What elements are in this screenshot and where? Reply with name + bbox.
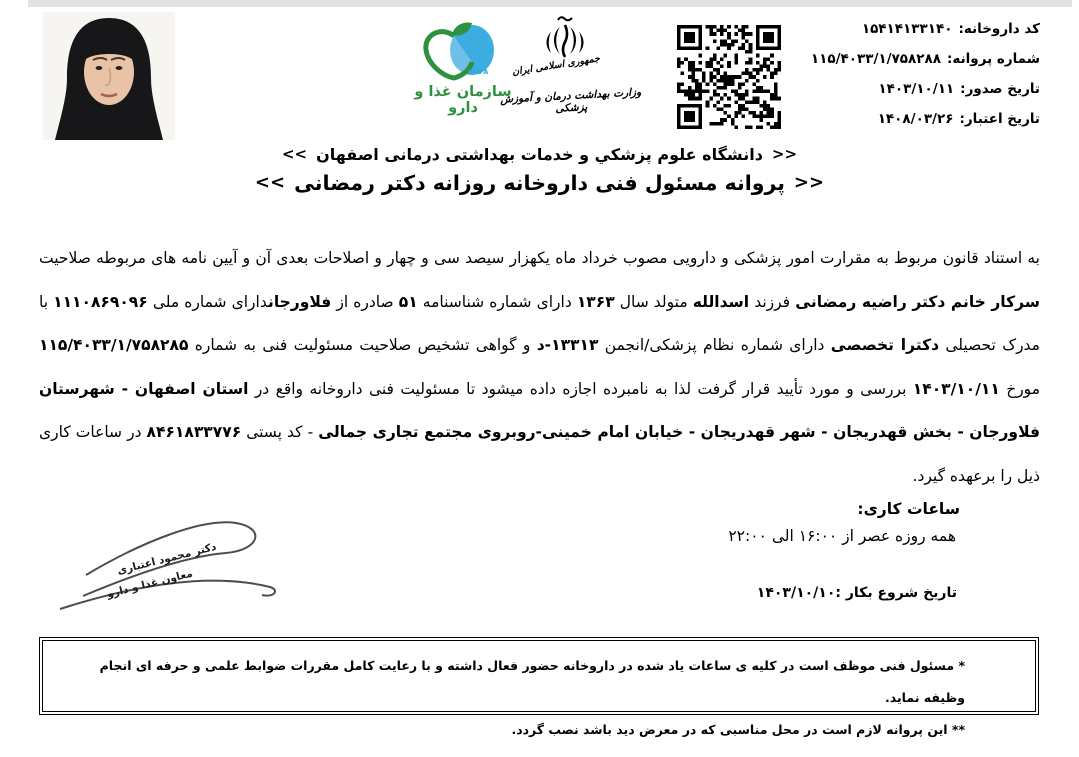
- meta-expiry-date: [878, 104, 1040, 134]
- window-edge-strip: [28, 0, 1072, 7]
- titles: [39, 144, 1040, 195]
- work-start-date: تاریخ شروع بکار :۱۴۰۳/۱۰/۱۰: [756, 585, 957, 601]
- footer-note-1: * مسئول فنی موظف است در کلیه ی ساعات یاد شده در داروخانه حضور فعال داشته و با رعایت کامل مقررات ضوابط علمی و حرفه ای انجام وظیفه نماید.: [99, 658, 965, 705]
- body-text: به استناد قانون مربوط به مقرارت امور پزشکی و دارویی مصوب خرداد ماه یکهزار سیصد سی و چهار و اصلاحات بعدی آن و آیین نامه های مربوطه صلاحیت: [39, 249, 1040, 267]
- body-text-bold: ۱۳۳۱۳-د: [536, 336, 599, 354]
- angle-brackets-left: <<: [281, 145, 308, 163]
- license-title: [255, 171, 824, 195]
- meta-label: تاریخ صدور:: [960, 81, 1040, 97]
- signature-block: [48, 503, 283, 621]
- document-meta: [811, 14, 1040, 134]
- body-text: صادره از: [331, 292, 399, 311]
- working-hours-schedule: همه روزه عصر از ۱۶:۰۰ الی ۲۲:۰۰: [728, 527, 956, 545]
- signatory-name: دکتر محمود اعتباری: [116, 540, 218, 578]
- ministry-country-text: جمهوری اسلامی ایران: [511, 53, 601, 78]
- meta-value: ۱۵۴۱۴۱۳۳۱۴۰: [861, 21, 953, 37]
- ifda-caption: IFDA: [468, 68, 490, 76]
- meta-label: تاریخ اعتبار:: [959, 111, 1040, 127]
- meta-value: ۱۴۰۳/۱۰/۱۱: [878, 81, 955, 97]
- working-hours-label: ساعات کاری:: [857, 500, 960, 518]
- meta-value: ۱۴۰۸/۰۳/۲۶: [877, 111, 954, 127]
- body-text: - کد پستی: [241, 423, 319, 441]
- body-text-bold: دکترا تخصصی: [830, 336, 940, 354]
- ministry-name-text: وزارت بهداشت درمان و آموزش پزشکی: [499, 86, 642, 115]
- iran-emblem-icon: [541, 13, 589, 61]
- body-text-bold: ۱۴۰۳/۱۰/۱۱: [912, 379, 1000, 398]
- footer-note-2: ** این پروانه لازم است در محل مناسبی که در معرض دید باشد نصب گردد.: [511, 722, 965, 737]
- body-text-bold: فلاورجان: [268, 292, 332, 311]
- meta-label: کد داروخانه:: [958, 21, 1040, 37]
- body-text: دارای شماره شناسنامه: [417, 292, 577, 311]
- body-text: دارای شماره نظام پزشکی/انجمن: [598, 336, 831, 354]
- meta-issue-date: [878, 74, 1040, 104]
- university-title-text: دانشگاه علوم پزشكي و خدمات بهداشتی درمانی اصفهان: [316, 144, 763, 164]
- body-text: و گواهی تشخیص صلاحیت مسئولیت فنی به شماره: [188, 336, 537, 354]
- meta-label: شماره پروانه:: [947, 51, 1040, 67]
- meta-value: ۱۱۵/۴۰۳۳/۱/۷۵۸۲۸۸: [810, 51, 942, 67]
- body-text-bold: اسدالله: [692, 292, 750, 311]
- angle-brackets-right: >>: [793, 172, 825, 193]
- body-text-bold: ۵۱: [398, 292, 418, 311]
- body-text-bold: استان اصفهان - شهرستان فلاورجان - بخش قهدریجان - شهر قهدریجان - خیابان امام خمینی-روبروی مجتمع تجاری جمالی: [39, 379, 1040, 441]
- ifda-org-name: سازمان غذا و دارو: [414, 84, 512, 116]
- angle-brackets-right: >>: [771, 145, 798, 163]
- body-text-bold: ۱۳۶۳: [576, 292, 615, 311]
- body-text-bold: سرکار خانم دکتر راضیه رمضانی: [795, 292, 1041, 311]
- qr-code: [673, 25, 785, 129]
- university-title: [282, 145, 797, 164]
- body-text: متولد سال: [614, 292, 693, 311]
- angle-brackets-left: <<: [254, 172, 286, 193]
- body-text: فرزند: [749, 292, 796, 311]
- body-text: مورخ: [999, 379, 1040, 398]
- signatory-title: معاون غذا و دارو: [105, 567, 194, 601]
- body-text-bold: ۱۱۵/۴۰۳۳/۱/۷۵۸۲۸۵: [39, 336, 189, 354]
- license-title-text: پروانه مسئول فنی داروخانه روزانه دکتر رمضانی: [294, 170, 785, 195]
- body-text: بررسی و مورد تأیید قرار گرفت لذا به نامبرده اجازه داده میشود تا مسئولیت فنی داروخانه واقع در: [248, 379, 913, 398]
- body-text-bold: ۸۴۶۱۸۳۳۷۷۶: [146, 423, 242, 441]
- body-text: دارای شماره ملی: [147, 292, 268, 311]
- body-text: با مدرک تحصیلی: [39, 292, 1040, 354]
- footer-notes-box: [42, 640, 1036, 737]
- meta-license-number: [811, 44, 1040, 74]
- portrait-photo: [43, 12, 175, 140]
- license-body-paragraph: [39, 237, 1040, 498]
- meta-pharmacy-code: [862, 14, 1040, 44]
- body-text: در ساعات کاری ذیل را برعهده گیرد.: [39, 423, 1040, 485]
- portrait-photo-image: [43, 12, 175, 140]
- body-text-bold: ۱۱۱۰۸۶۹۰۹۶: [53, 292, 148, 311]
